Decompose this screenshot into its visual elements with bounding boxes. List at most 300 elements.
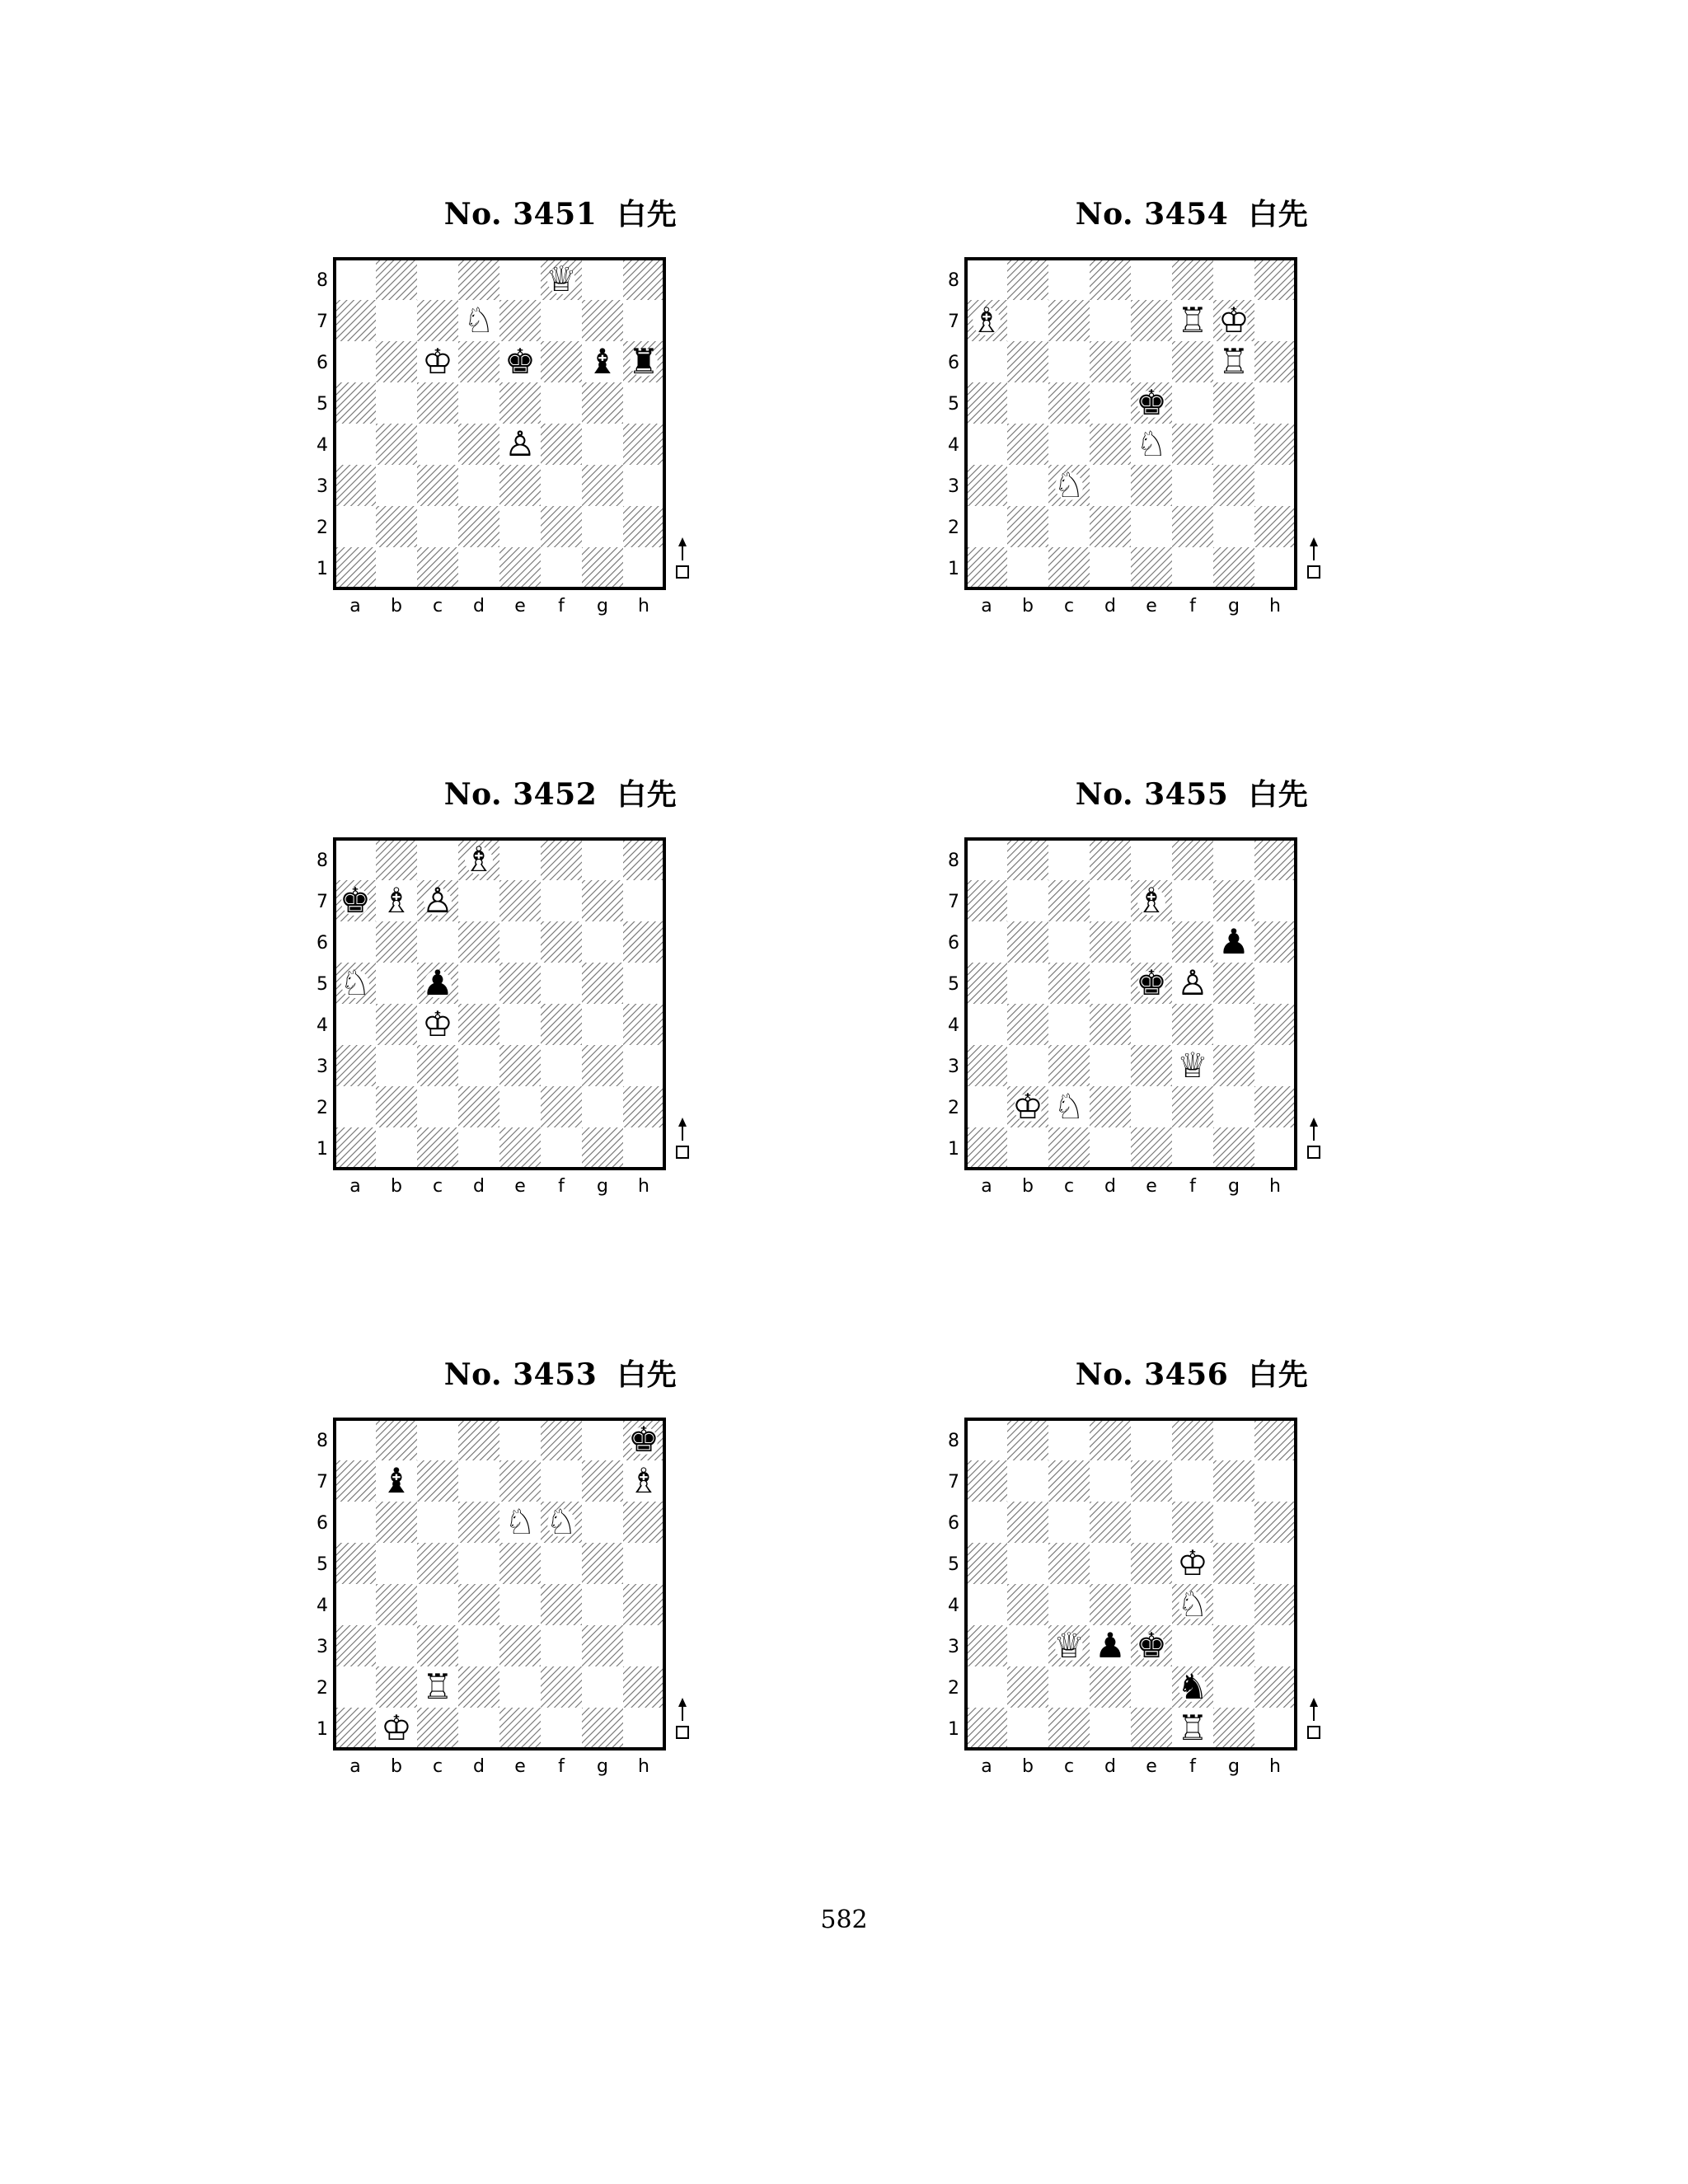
square-c3 — [417, 465, 458, 506]
square-c8 — [1048, 839, 1090, 880]
square-d7 — [1090, 1460, 1131, 1502]
square-h7 — [1254, 300, 1296, 341]
side-to-move: 白先 — [617, 1357, 678, 1392]
square-h1 — [623, 1127, 664, 1169]
rank-label: 2 — [316, 1098, 328, 1118]
square-c4 — [1048, 1584, 1090, 1625]
square-a4 — [335, 424, 376, 465]
square-a2 — [966, 506, 1007, 547]
square-d7 — [458, 880, 499, 921]
square-g8 — [1213, 259, 1254, 300]
square-d1 — [458, 1127, 499, 1169]
square-c4 — [1048, 424, 1090, 465]
square-e6 — [1131, 921, 1172, 963]
problem-number: No. 3451 — [443, 197, 598, 232]
square-e2 — [1131, 1666, 1172, 1708]
square-c1 — [417, 1127, 458, 1169]
file-label: d — [1104, 1176, 1116, 1197]
square-f5 — [1172, 382, 1213, 424]
rank-label: 3 — [948, 476, 959, 497]
square-d6 — [458, 921, 499, 963]
square-h4 — [1254, 1584, 1296, 1625]
square-c6 — [417, 1502, 458, 1543]
white-king-c4: ♔ — [422, 1004, 453, 1044]
square-a8 — [335, 259, 376, 300]
square-h3 — [1254, 1045, 1296, 1086]
square-h1 — [623, 547, 664, 588]
chessboard — [948, 778, 1423, 1240]
square-e2 — [499, 506, 541, 547]
square-c5 — [1048, 1543, 1090, 1584]
square-a7 — [966, 880, 1007, 921]
file-label: a — [349, 1176, 361, 1197]
square-h3 — [1254, 1625, 1296, 1666]
problem-number: No. 3456 — [1075, 1357, 1229, 1392]
rank-label: 5 — [948, 394, 959, 415]
square-b8 — [1007, 1419, 1048, 1460]
white-king-c6: ♔ — [422, 341, 453, 382]
square-a4 — [966, 1004, 1007, 1045]
square-f1 — [1172, 547, 1213, 588]
square-c1 — [1048, 1708, 1090, 1749]
square-e8 — [499, 259, 541, 300]
square-f7 — [541, 880, 582, 921]
file-label: c — [1063, 1756, 1075, 1777]
square-c1 — [1048, 1127, 1090, 1169]
square-f4 — [541, 1584, 582, 1625]
square-h6 — [623, 921, 664, 963]
square-c7 — [1048, 300, 1090, 341]
white-queen-c3: ♕ — [1053, 1625, 1085, 1666]
square-d2 — [458, 1086, 499, 1127]
rank-label: 8 — [948, 1431, 959, 1451]
square-c8 — [1048, 259, 1090, 300]
square-d5 — [1090, 1543, 1131, 1584]
square-g2 — [1213, 506, 1254, 547]
square-h7 — [623, 300, 664, 341]
square-c7 — [1048, 1460, 1090, 1502]
square-f3 — [1172, 1625, 1213, 1666]
rank-label: 7 — [316, 892, 328, 912]
square-e7 — [1131, 1460, 1172, 1502]
white-knight-c2: ♘ — [1053, 1086, 1085, 1127]
square-b4 — [376, 1584, 417, 1625]
square-g1 — [582, 547, 623, 588]
square-b1 — [376, 547, 417, 588]
square-a4 — [966, 424, 1007, 465]
square-b8 — [1007, 259, 1048, 300]
square-c2 — [417, 1086, 458, 1127]
square-a3 — [966, 1045, 1007, 1086]
square-c1 — [417, 547, 458, 588]
rank-label: 7 — [948, 1472, 959, 1493]
square-c6 — [1048, 341, 1090, 382]
square-a1 — [335, 1127, 376, 1169]
square-d4 — [1090, 1004, 1131, 1045]
white-queen-f8: ♕ — [546, 259, 577, 299]
square-b3 — [1007, 1625, 1048, 1666]
square-b7 — [1007, 300, 1048, 341]
file-label: b — [391, 596, 402, 616]
square-g2 — [582, 1666, 623, 1708]
square-h2 — [1254, 1086, 1296, 1127]
square-e4 — [499, 1004, 541, 1045]
square-f5 — [541, 963, 582, 1004]
square-b8 — [376, 259, 417, 300]
square-c3 — [417, 1045, 458, 1086]
square-e1 — [499, 547, 541, 588]
square-d6 — [1090, 341, 1131, 382]
square-h4 — [1254, 424, 1296, 465]
square-g6 — [1213, 1502, 1254, 1543]
square-d4 — [458, 1004, 499, 1045]
square-g4 — [582, 424, 623, 465]
rank-label: 8 — [316, 851, 328, 871]
side-to-move: 白先 — [617, 197, 678, 232]
square-h6 — [623, 1502, 664, 1543]
square-d4 — [458, 424, 499, 465]
square-e1 — [1131, 547, 1172, 588]
problem-3456 — [948, 1357, 1423, 1820]
rank-label: 1 — [948, 1139, 959, 1160]
black-knight-f2: ♞ — [1177, 1666, 1208, 1707]
square-c6 — [1048, 921, 1090, 963]
square-c7 — [417, 300, 458, 341]
square-g3 — [582, 465, 623, 506]
square-f6 — [541, 921, 582, 963]
black-king-e3: ♚ — [1136, 1625, 1167, 1666]
white-bishop-e7: ♗ — [1136, 880, 1167, 921]
square-c2 — [1048, 1666, 1090, 1708]
file-label: c — [432, 596, 443, 616]
white-bishop-a7: ♗ — [971, 300, 1002, 340]
square-b6 — [1007, 341, 1048, 382]
square-b2 — [376, 1666, 417, 1708]
rank-label: 7 — [948, 892, 959, 912]
square-d3 — [1090, 1045, 1131, 1086]
square-h2 — [1254, 506, 1296, 547]
square-d8 — [458, 1419, 499, 1460]
square-d6 — [1090, 921, 1131, 963]
side-to-move: 白先 — [1248, 777, 1309, 812]
square-d5 — [458, 963, 499, 1004]
square-g3 — [1213, 1625, 1254, 1666]
square-e3 — [1131, 1045, 1172, 1086]
square-g7 — [1213, 1460, 1254, 1502]
square-b5 — [376, 963, 417, 1004]
square-h6 — [1254, 1502, 1296, 1543]
square-g2 — [582, 506, 623, 547]
square-g6 — [582, 921, 623, 963]
white-knight-a5: ♘ — [340, 963, 371, 1003]
file-label: a — [349, 1756, 361, 1777]
file-label: d — [473, 1756, 485, 1777]
problem-3451 — [316, 197, 791, 659]
file-label: b — [1022, 1756, 1034, 1777]
square-e4 — [1131, 1004, 1172, 1045]
rank-label: 6 — [948, 933, 959, 954]
square-b6 — [376, 341, 417, 382]
square-c2 — [1048, 506, 1090, 547]
chessboard — [316, 778, 791, 1240]
file-label: d — [473, 1176, 485, 1197]
square-g2 — [582, 1086, 623, 1127]
square-a1 — [966, 547, 1007, 588]
square-h6 — [1254, 921, 1296, 963]
square-e6 — [1131, 341, 1172, 382]
rank-label: 8 — [316, 1431, 328, 1451]
square-d3 — [458, 1045, 499, 1086]
square-d1 — [1090, 547, 1131, 588]
file-label: d — [1104, 596, 1116, 616]
square-e7 — [499, 1460, 541, 1502]
white-rook-g6: ♖ — [1218, 341, 1250, 382]
square-b3 — [376, 1625, 417, 1666]
rank-label: 1 — [948, 1719, 959, 1740]
square-e2 — [1131, 506, 1172, 547]
square-c4 — [1048, 1004, 1090, 1045]
rank-label: 3 — [316, 1637, 328, 1657]
square-a5 — [966, 1543, 1007, 1584]
square-f3 — [541, 1045, 582, 1086]
problem-number: No. 3453 — [443, 1357, 598, 1392]
white-rook-f7: ♖ — [1177, 300, 1208, 340]
square-g8 — [1213, 1419, 1254, 1460]
square-e3 — [499, 1045, 541, 1086]
square-d1 — [458, 1708, 499, 1749]
black-bishop-b7: ♝ — [381, 1460, 412, 1501]
square-h6 — [1254, 341, 1296, 382]
black-pawn-d3: ♟ — [1095, 1625, 1126, 1666]
square-a7 — [966, 1460, 1007, 1502]
black-pawn-c5: ♟ — [422, 963, 453, 1003]
square-g2 — [1213, 1086, 1254, 1127]
square-e5 — [499, 1543, 541, 1584]
white-king-g7: ♔ — [1218, 300, 1250, 340]
square-d1 — [1090, 1708, 1131, 1749]
square-f3 — [541, 465, 582, 506]
white-to-move-icon — [1308, 1118, 1320, 1158]
square-f2 — [1172, 506, 1213, 547]
problem-3452 — [316, 777, 791, 1240]
white-knight-e4: ♘ — [1136, 424, 1167, 464]
square-c8 — [417, 259, 458, 300]
white-bishop-d8: ♗ — [463, 839, 495, 879]
square-c5 — [1048, 382, 1090, 424]
square-g1 — [1213, 1708, 1254, 1749]
square-a4 — [966, 1584, 1007, 1625]
square-g6 — [582, 1502, 623, 1543]
square-a4 — [335, 1004, 376, 1045]
rank-label: 8 — [948, 270, 959, 291]
rank-label: 8 — [316, 270, 328, 291]
square-d1 — [1090, 1127, 1131, 1169]
file-label: b — [1022, 1176, 1034, 1197]
square-a6 — [966, 1502, 1007, 1543]
black-pawn-g6: ♟ — [1218, 921, 1250, 962]
square-g5 — [1213, 963, 1254, 1004]
square-b1 — [1007, 1708, 1048, 1749]
white-pawn-e4: ♙ — [504, 424, 536, 464]
square-d7 — [458, 1460, 499, 1502]
problem-number: No. 3454 — [1075, 197, 1229, 232]
file-label: g — [597, 596, 608, 616]
black-king-e5: ♚ — [1136, 382, 1167, 423]
square-g8 — [582, 259, 623, 300]
square-f8 — [1172, 839, 1213, 880]
square-b4 — [1007, 1584, 1048, 1625]
rank-label: 1 — [316, 1719, 328, 1740]
square-d5 — [458, 382, 499, 424]
square-g1 — [582, 1127, 623, 1169]
square-g7 — [582, 1460, 623, 1502]
square-f1 — [1172, 1127, 1213, 1169]
square-e1 — [1131, 1708, 1172, 1749]
rank-label: 6 — [948, 1513, 959, 1534]
square-e8 — [1131, 839, 1172, 880]
square-c2 — [417, 506, 458, 547]
square-b1 — [1007, 1127, 1048, 1169]
square-b7 — [376, 300, 417, 341]
square-b2 — [376, 506, 417, 547]
square-d6 — [458, 1502, 499, 1543]
square-h3 — [623, 1625, 664, 1666]
side-to-move: 白先 — [1248, 1357, 1309, 1392]
file-label: d — [1104, 1756, 1116, 1777]
square-a1 — [966, 1708, 1007, 1749]
rank-label: 3 — [316, 476, 328, 497]
square-e8 — [499, 839, 541, 880]
rank-label: 6 — [316, 353, 328, 373]
square-b1 — [376, 1127, 417, 1169]
square-a1 — [966, 1127, 1007, 1169]
file-label: d — [473, 596, 485, 616]
square-h8 — [1254, 1419, 1296, 1460]
file-label: h — [1269, 1176, 1281, 1197]
square-c8 — [417, 1419, 458, 1460]
rank-label: 4 — [316, 1015, 328, 1036]
file-label: g — [597, 1756, 608, 1777]
file-label: h — [1269, 596, 1281, 616]
square-f6 — [1172, 1502, 1213, 1543]
square-f2 — [541, 1666, 582, 1708]
rank-label: 2 — [948, 1678, 959, 1699]
square-b6 — [1007, 1502, 1048, 1543]
square-g1 — [1213, 1127, 1254, 1169]
file-label: c — [1063, 596, 1075, 616]
square-f8 — [541, 839, 582, 880]
square-d8 — [1090, 839, 1131, 880]
square-c4 — [417, 1584, 458, 1625]
square-f6 — [541, 341, 582, 382]
square-e7 — [1131, 300, 1172, 341]
square-h1 — [1254, 1708, 1296, 1749]
square-c6 — [417, 921, 458, 963]
file-label: a — [981, 596, 992, 616]
square-h5 — [1254, 382, 1296, 424]
square-g5 — [582, 382, 623, 424]
file-label: c — [432, 1756, 443, 1777]
square-h4 — [623, 1584, 664, 1625]
square-b5 — [376, 1543, 417, 1584]
square-b3 — [376, 1045, 417, 1086]
square-h2 — [623, 506, 664, 547]
black-king-e6: ♚ — [504, 341, 536, 382]
square-h8 — [623, 839, 664, 880]
square-a6 — [335, 341, 376, 382]
rank-label: 7 — [948, 312, 959, 332]
square-a3 — [335, 465, 376, 506]
square-g1 — [1213, 547, 1254, 588]
file-label: c — [1063, 1176, 1075, 1197]
square-b3 — [1007, 465, 1048, 506]
square-b4 — [376, 1004, 417, 1045]
square-h5 — [623, 1543, 664, 1584]
square-b7 — [1007, 1460, 1048, 1502]
square-d3 — [458, 1625, 499, 1666]
square-a8 — [966, 1419, 1007, 1460]
square-f8 — [1172, 1419, 1213, 1460]
rank-label: 4 — [948, 435, 959, 456]
file-label: f — [558, 1176, 565, 1197]
square-h7 — [1254, 880, 1296, 921]
rank-label: 4 — [948, 1015, 959, 1036]
square-d2 — [458, 1666, 499, 1708]
file-label: g — [597, 1176, 608, 1197]
square-g4 — [1213, 1004, 1254, 1045]
square-f5 — [541, 382, 582, 424]
white-king-f5: ♔ — [1177, 1543, 1208, 1583]
square-b8 — [1007, 839, 1048, 880]
square-d8 — [1090, 1419, 1131, 1460]
white-king-b1: ♔ — [381, 1708, 412, 1748]
file-label: a — [981, 1176, 992, 1197]
rank-label: 1 — [948, 559, 959, 579]
square-f7 — [1172, 1460, 1213, 1502]
square-b8 — [376, 1419, 417, 1460]
square-d4 — [1090, 1584, 1131, 1625]
rank-label: 4 — [316, 435, 328, 456]
square-f4 — [1172, 424, 1213, 465]
square-a6 — [966, 921, 1007, 963]
square-h5 — [1254, 963, 1296, 1004]
square-b4 — [376, 424, 417, 465]
white-king-b2: ♔ — [1012, 1086, 1043, 1127]
square-e3 — [1131, 465, 1172, 506]
square-b1 — [1007, 547, 1048, 588]
square-h4 — [623, 424, 664, 465]
black-rook-h6: ♜ — [628, 341, 659, 382]
side-to-move: 白先 — [617, 777, 678, 812]
square-h4 — [623, 1004, 664, 1045]
white-to-move-icon — [1308, 537, 1320, 578]
white-to-move-icon — [677, 1118, 688, 1158]
square-g5 — [1213, 1543, 1254, 1584]
square-b4 — [1007, 1004, 1048, 1045]
square-f2 — [541, 506, 582, 547]
square-b6 — [376, 921, 417, 963]
rank-label: 2 — [316, 518, 328, 538]
square-e2 — [499, 1666, 541, 1708]
square-a2 — [966, 1086, 1007, 1127]
square-f4 — [541, 1004, 582, 1045]
square-a6 — [335, 1502, 376, 1543]
rank-label: 7 — [316, 312, 328, 332]
white-to-move-icon — [1308, 1698, 1320, 1738]
chessboard — [948, 198, 1423, 659]
rank-label: 1 — [316, 1139, 328, 1160]
square-h2 — [623, 1666, 664, 1708]
